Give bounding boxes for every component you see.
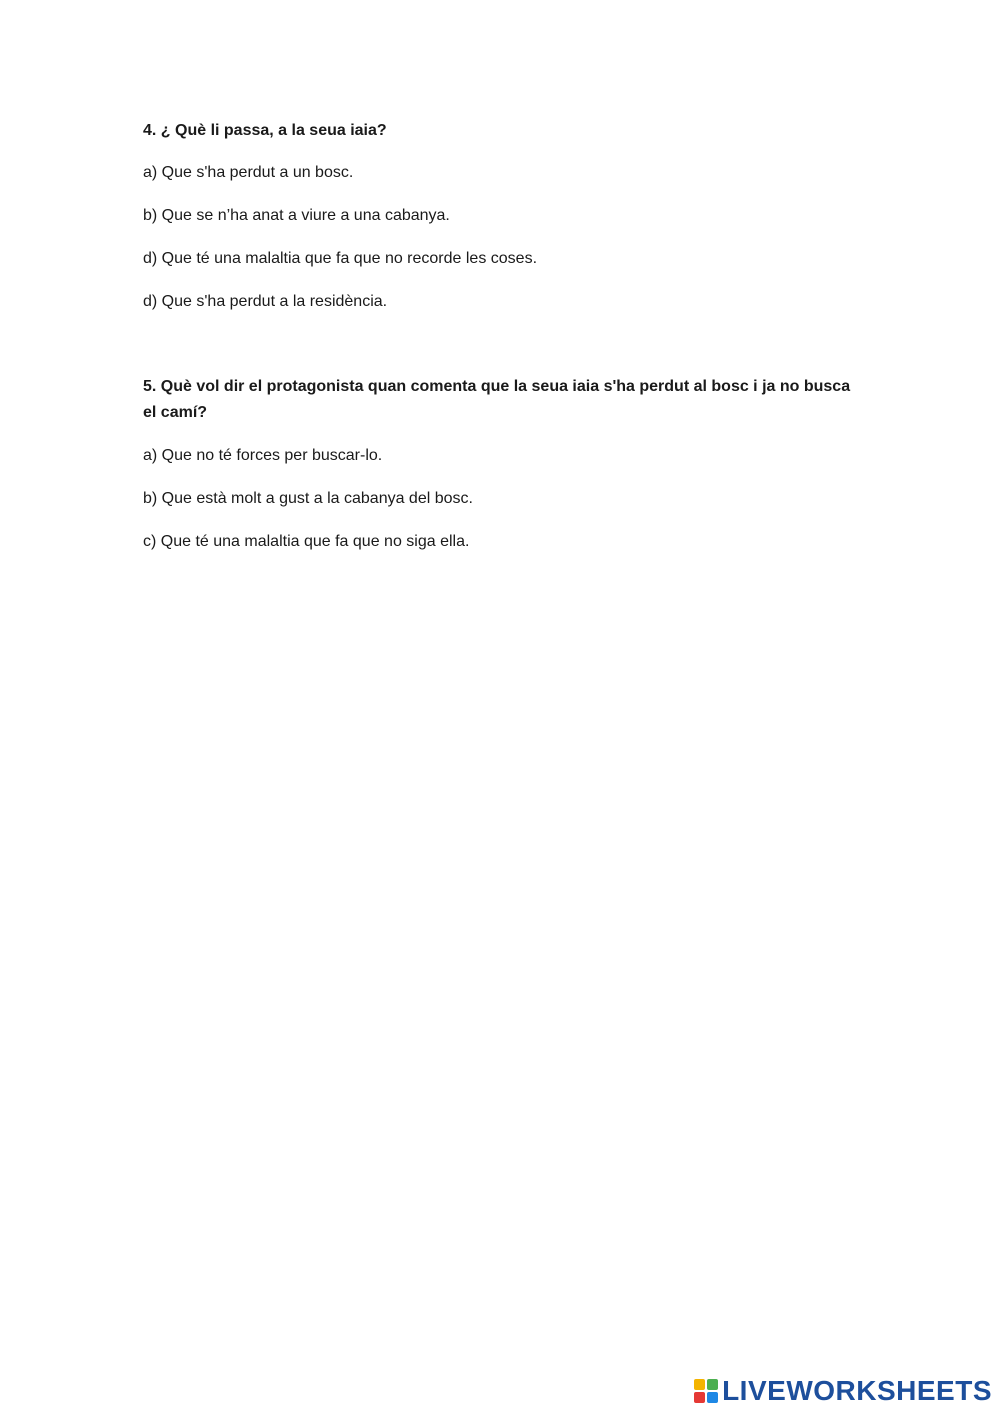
liveworksheets-logo-icon bbox=[694, 1379, 718, 1403]
question-5-title: 5. Què vol dir el protagonista quan comenta que la seua iaia s'ha perdut al bosc i ja no busca el camí? bbox=[143, 378, 851, 421]
question-5-option-2: b) Que està molt a gust a la cabanya del bosc. bbox=[143, 490, 473, 507]
logo-square-2 bbox=[707, 1379, 718, 1390]
brand-name: LIVEWORKSHEETS bbox=[722, 1375, 992, 1406]
question-4-option-3: d) Que té una malaltia que fa que no recorde les coses. bbox=[143, 250, 538, 267]
logo-square-4 bbox=[707, 1392, 718, 1403]
liveworksheets-watermark bbox=[694, 1377, 992, 1405]
logo-square-1 bbox=[694, 1379, 705, 1390]
question-4-option-4: d) Que s'ha perdut a la residència. bbox=[143, 293, 388, 310]
question-4-option-2: b) Que se n’ha anat a viure a una cabanya. bbox=[143, 207, 450, 224]
logo-square-3 bbox=[694, 1392, 705, 1403]
question-4-option-1: a) Que s'ha perdut a un bosc. bbox=[143, 164, 354, 181]
question-5-option-1: a) Que no té forces per buscar-lo. bbox=[143, 447, 383, 464]
question-4-title: 4. ¿ Què li passa, a la seua iaia? bbox=[143, 122, 387, 139]
question-5-option-3: c) Que té una malaltia que fa que no siga ella. bbox=[143, 533, 470, 550]
